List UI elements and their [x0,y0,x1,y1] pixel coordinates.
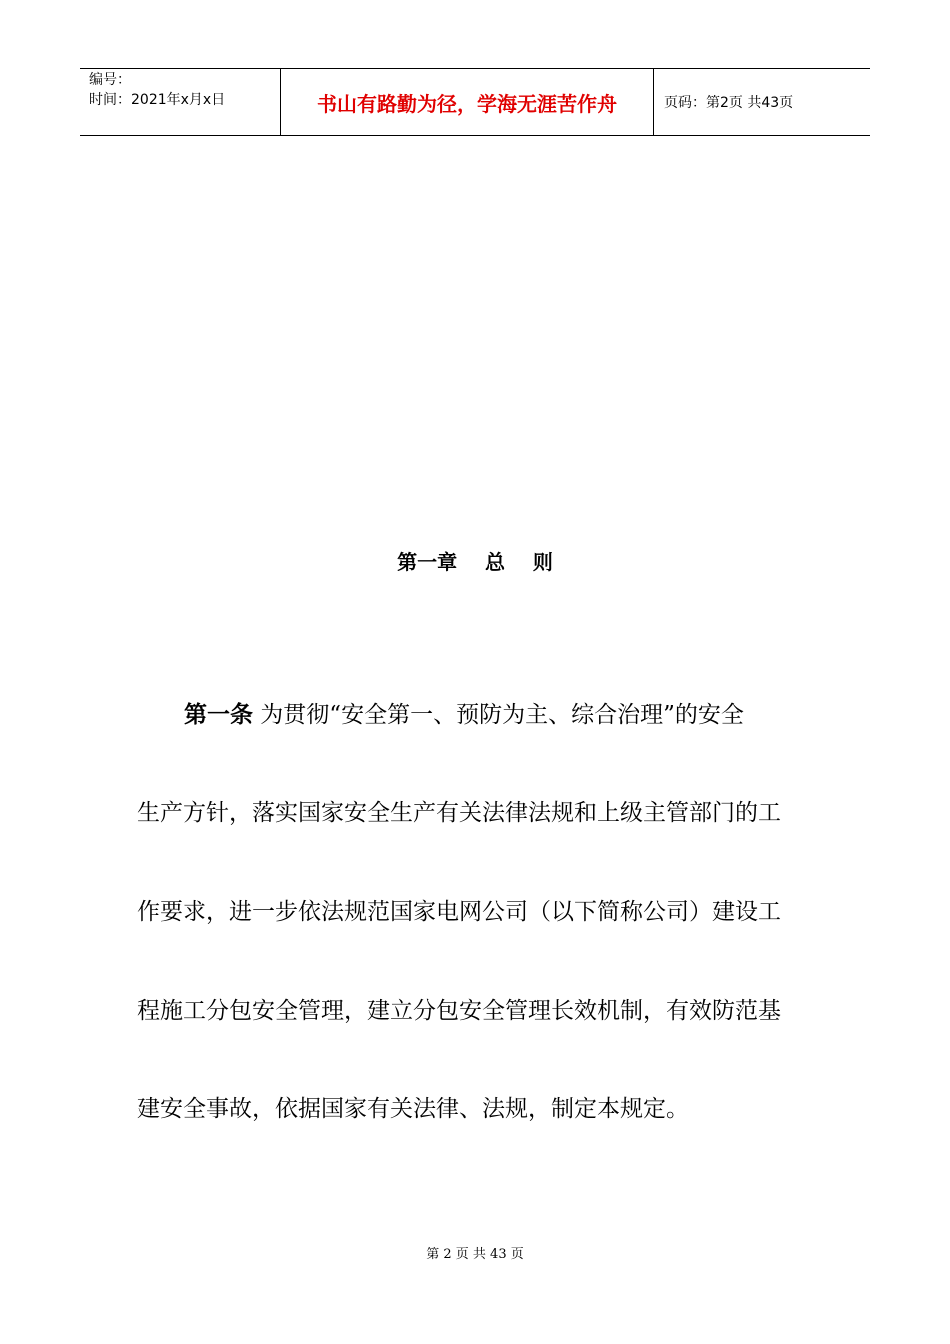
page-code: 页码：第2页 共43页 [664,95,794,111]
date-line: 时间：2021年x月x日 [89,92,226,108]
header-info-cell [80,69,281,135]
header-motto-cell [281,69,654,135]
article-label: 第一条 [184,701,253,728]
motto-text: 书山有路勤为径，学海无涯苦作舟 [317,92,617,116]
article-line-2: 生产方针，落实国家安全生产有关法律法规和上级主管部门的工 [137,800,781,826]
article-line-4: 程施工分包安全管理，建立分包安全管理长效机制，有效防范基 [137,998,781,1024]
article-text: 为贯彻“安全第一、预防为主、综合治理”的安全 [253,702,744,728]
chapter-title: 第一章 总 则 [397,550,553,574]
page-footer: 第 2 页 共 43 页 [426,1247,524,1262]
article-line-3: 作要求，进一步依法规范国家电网公司（以下简称公司）建设工 [137,899,781,925]
article-line-1 [137,700,817,730]
document-header [80,68,870,136]
header-page-cell [654,69,870,135]
serial-number-label: 编号： [89,72,131,88]
article-line-5: 建安全事故，依据国家有关法律、法规，制定本规定。 [137,1096,689,1122]
